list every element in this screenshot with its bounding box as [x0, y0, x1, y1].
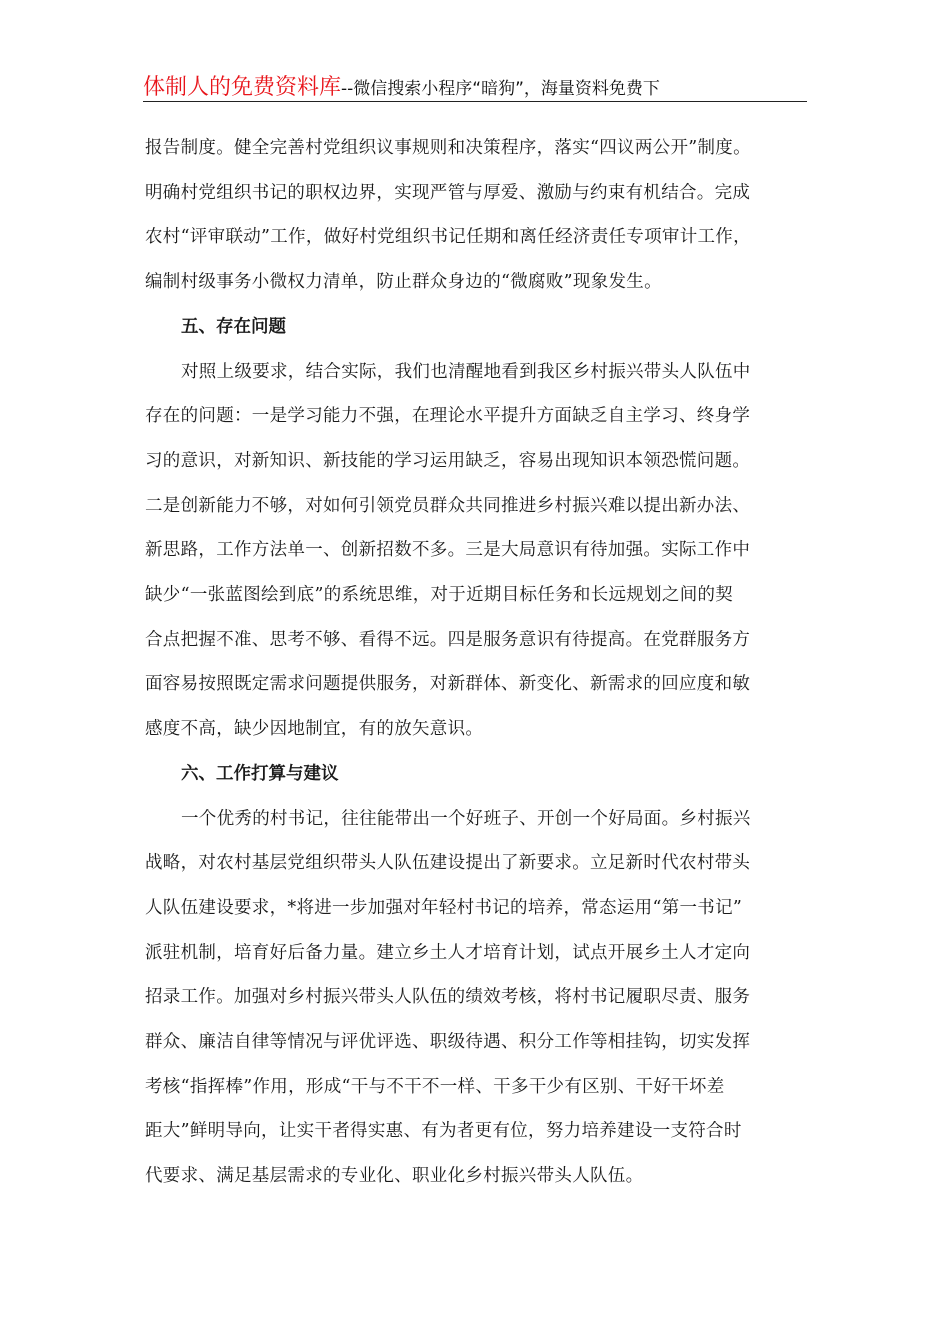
text-line: 合点把握不准、思考不够、看得不远。四是服务意识有待提高。在党群服务方	[145, 629, 751, 650]
page-header	[143, 70, 807, 102]
paragraph-continuation	[145, 126, 805, 305]
text-line: 新思路，工作方法单一、创新招数不多。三是大局意识有待加强。实际工作中	[145, 540, 751, 561]
text-line: 距大”鲜明导向，让实干者得实惠、有为者更有位，努力培养建设一支符合时	[145, 1121, 742, 1142]
section-heading-problems: 五、存在问题	[181, 316, 286, 337]
text-line: 招录工作。加强对乡村振兴带头人队伍的绩效考核，将村书记履职尽责、服务	[145, 987, 751, 1008]
text-line: 编制村级事务小微权力清单，防止群众身边的“微腐败”现象发生。	[145, 272, 662, 293]
text-line: 面容易按照既定需求问题提供服务，对新群体、新变化、新需求的回应度和敏	[145, 674, 751, 695]
text-line: 派驻机制，培育好后备力量。建立乡土人才培育计划，试点开展乡土人才定向	[145, 942, 751, 963]
header-tagline: --微信搜索小程序“暗狗”，海量资料免费下	[341, 79, 660, 99]
paragraph-problems	[145, 350, 805, 752]
text-line: 人队伍建设要求，*将进一步加强对年轻村书记的培养，常态运用“第一书记”	[145, 897, 743, 918]
text-line: 存在的问题：一是学习能力不强，在理论水平提升方面缺乏自主学习、终身学	[145, 406, 751, 427]
header-divider	[143, 101, 807, 102]
text-line: 一个优秀的村书记，往往能带出一个好班子、开创一个好局面。乡村振兴	[181, 808, 751, 829]
paragraph-plans	[145, 797, 805, 1199]
text-line: 明确村党组织书记的职权边界，实现严管与厚爱、激励与约束有机结合。完成	[145, 182, 751, 203]
text-line: 报告制度。健全完善村党组织议事规则和决策程序，落实“四议两公开”制度。	[145, 138, 751, 158]
text-line: 群众、廉洁自律等情况与评优评选、职级待遇、积分工作等相挂钩，切实发挥	[145, 1032, 751, 1053]
site-name: 体制人的免费资料库	[143, 75, 342, 100]
document-body	[145, 126, 805, 1199]
text-line: 二是创新能力不够，对如何引领党员群众共同推进乡村振兴难以提出新办法、	[145, 495, 751, 516]
text-line: 农村“评审联动”工作，做好村党组织书记任期和离任经济责任专项审计工作，	[145, 227, 751, 248]
text-line: 考核“指挥棒”作用，形成“干与不干不一样、干多干少有区别、干好干坏差	[145, 1076, 725, 1097]
text-line: 对照上级要求，结合实际，我们也清醒地看到我区乡村振兴带头人队伍中	[181, 361, 751, 382]
text-line: 习的意识，对新知识、新技能的学习运用缺乏，容易出现知识本领恐慌问题。	[145, 450, 751, 471]
text-line: 感度不高，缺少因地制宜，有的放矢意识。	[145, 719, 484, 740]
section-heading-plans: 六、工作打算与建议	[181, 763, 339, 784]
text-line: 战略，对农村基层党组织带头人队伍建设提出了新要求。立足新时代农村带头	[145, 853, 751, 874]
text-line: 缺少“一张蓝图绘到底”的系统思维，对于近期目标任务和长远规划之间的契	[145, 585, 734, 606]
text-line: 代要求、满足基层需求的专业化、职业化乡村振兴带头人队伍。	[145, 1166, 644, 1187]
